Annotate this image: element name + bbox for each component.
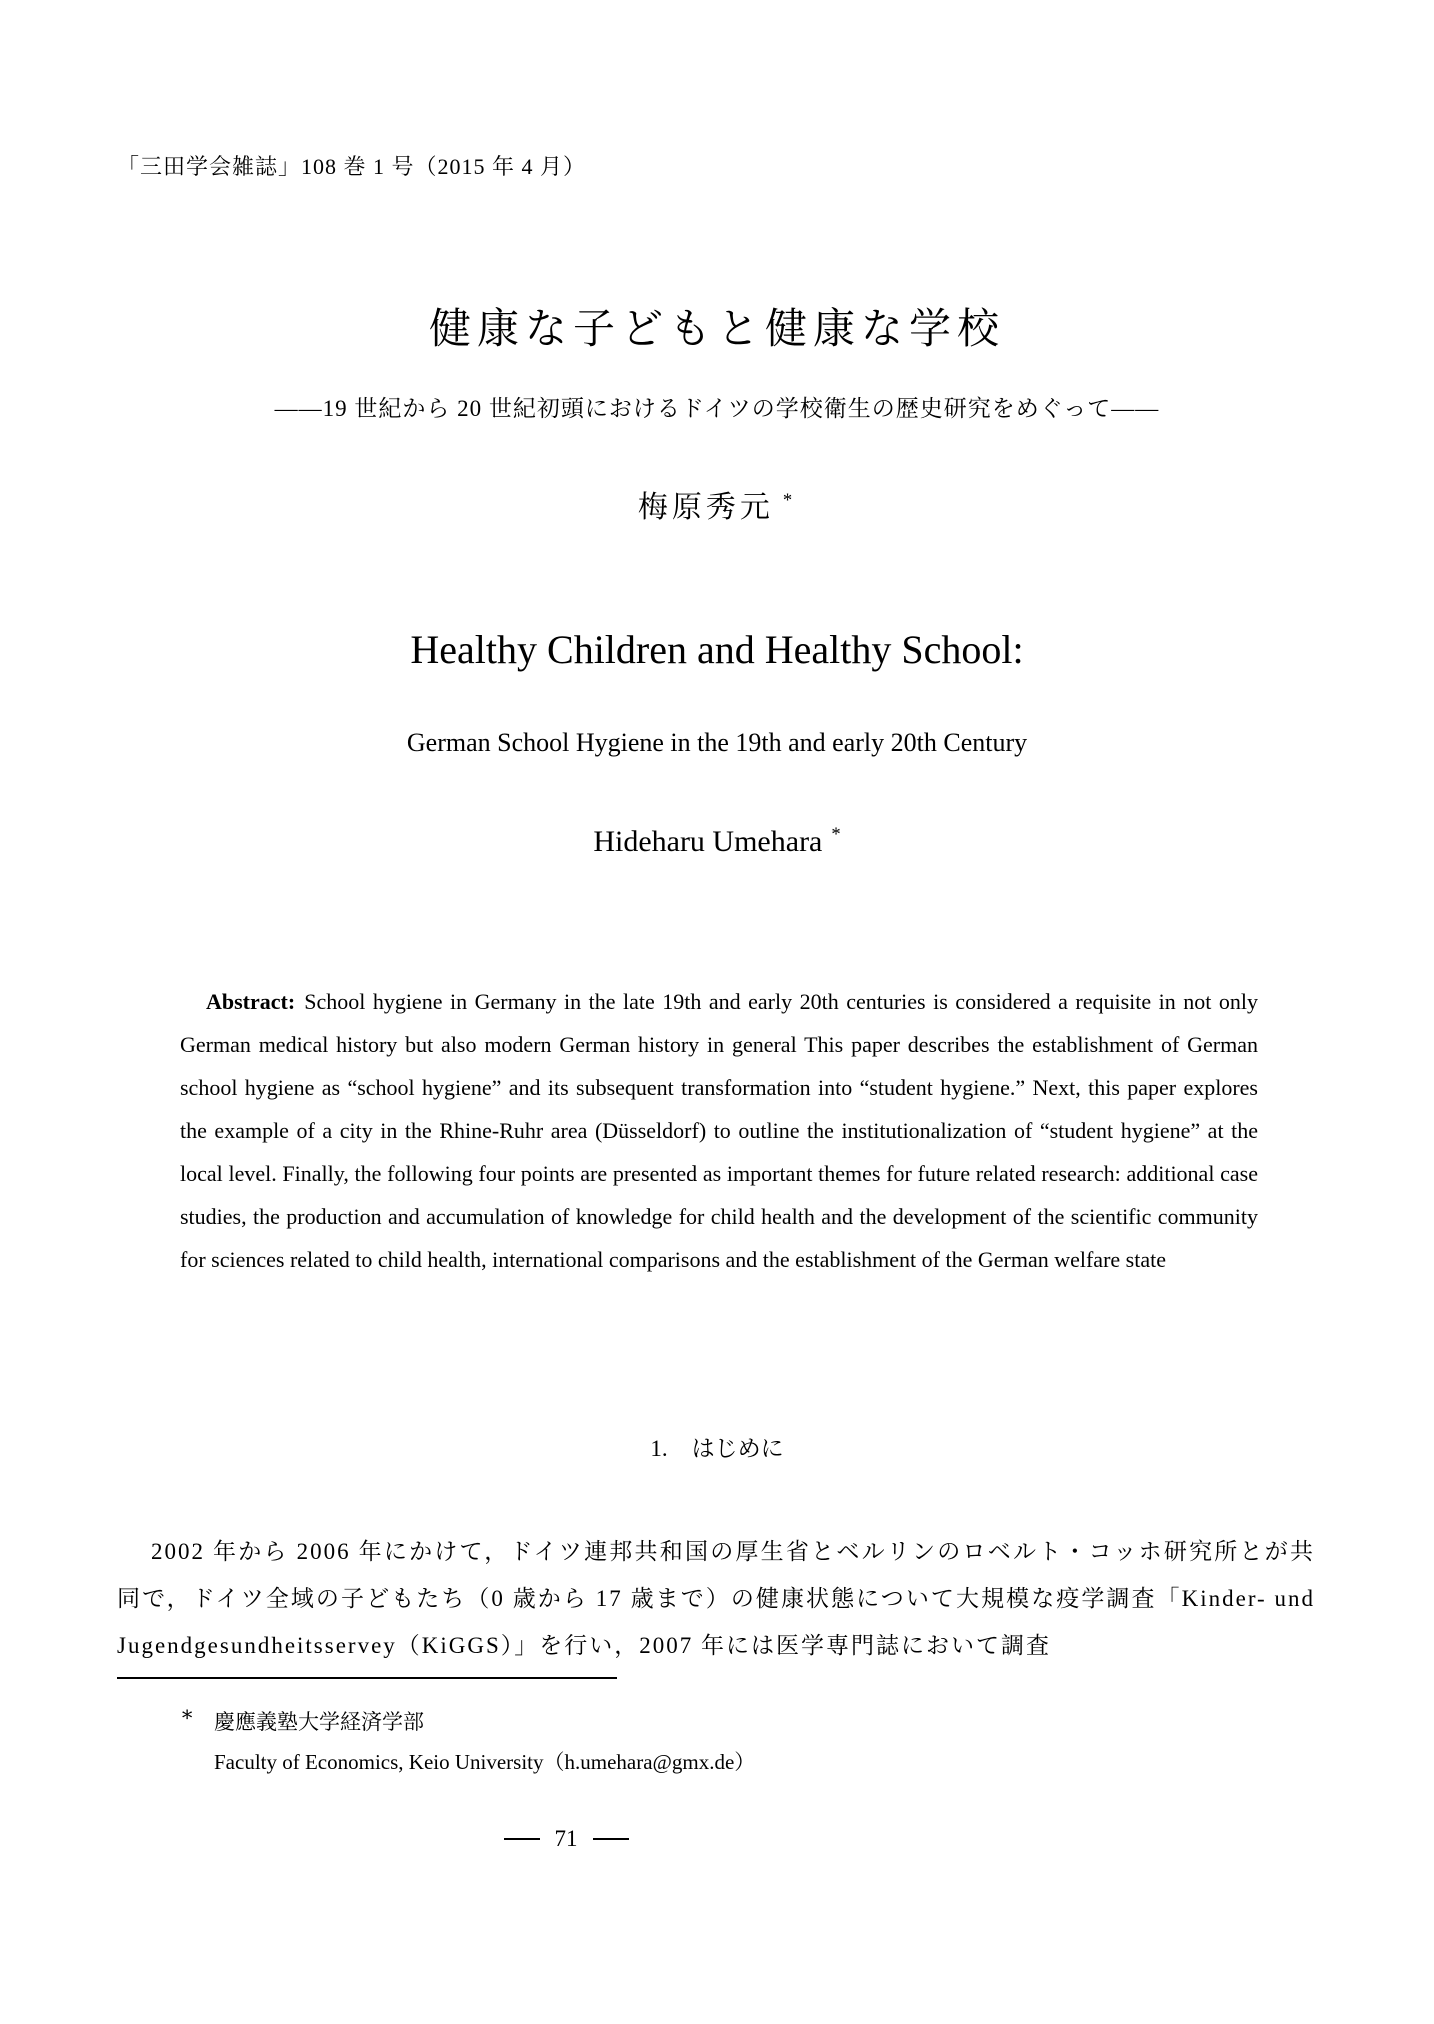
author-english-name: Hideharu Umehara [593,825,823,858]
section-heading [0,1430,1434,1463]
footnote-marker: ∗ [180,1702,195,1726]
abstract-text: School hygiene in Germany in the late 19th and early 20th centuries is considered a requisite in not only German medical history but also modern German history in general This paper describes the establishment of German school hygiene as “school hygiene” and its subsequent transformation into “student hygiene.” Next, this paper explores the example of a city in the Rhine-Ruhr area (Düsseldorf) to outline the institutionalization of “student hygiene” at the local level. Finally, the following four points are presented as important themes for future related research: additional case studies, the production and accumulation of knowledge for child health and the development of the scientific community for sciences related to child health, international comparisons and the establishment of the German welfare state [180,989,1258,1272]
author-japanese-note-marker: * [782,490,797,511]
footnote-rule [117,1677,617,1679]
footnote-body [214,1702,755,1782]
title-japanese: 健康な子どもと健康な学校 [428,307,1005,353]
author-japanese [0,482,1434,526]
title-english: Healthy Children and Healthy School: [410,627,1024,672]
footnote-affiliation-japanese: 慶應義塾大学経済学部 [214,1710,424,1734]
author-english [0,824,1434,859]
section-number: 1. [650,1436,668,1461]
footnote-affiliation-english: Faculty of Economics, Keio University（h.umehara@gmx.de） [214,1750,756,1774]
subtitle-english: German School Hygiene in the 19th and early 20th Century [406,728,1028,757]
page-number-footer [466,1826,666,1852]
abstract-block [180,980,1258,1281]
body-paragraph: 2002 年から 2006 年にかけて，ドイツ連邦共和国の厚生省とベルリンのロベルト・コッホ研究所とが共同で，ドイツ全域の子どもたち（0 歳から 17 歳まで）の健康状態について大規模な疫学調査「Kinder- und Jugendgesundheitsservey（KiGGS）」を行い，2007 年には医学専門誌において調査 [117,1539,1315,1658]
author-japanese-name: 梅原秀元 [637,491,774,524]
subtitle-japanese: ——19 世紀から 20 世紀初頭におけるドイツの学校衛生の歴史研究をめぐって—— [274,396,1160,421]
page-number: 71 [554,1826,578,1851]
footnote-row [180,1702,1080,1782]
journal-header: 「三田学会雑誌」108 巻 1 号（2015 年 4 月） [117,154,587,179]
section-heading-text: はじめに [691,1436,784,1461]
author-english-note-marker: * [831,824,841,845]
page-number-rule-left [504,1838,540,1840]
page-number-rule-right [593,1838,629,1840]
abstract-label: Abstract: [206,989,296,1014]
footnote-block [180,1702,1080,1782]
